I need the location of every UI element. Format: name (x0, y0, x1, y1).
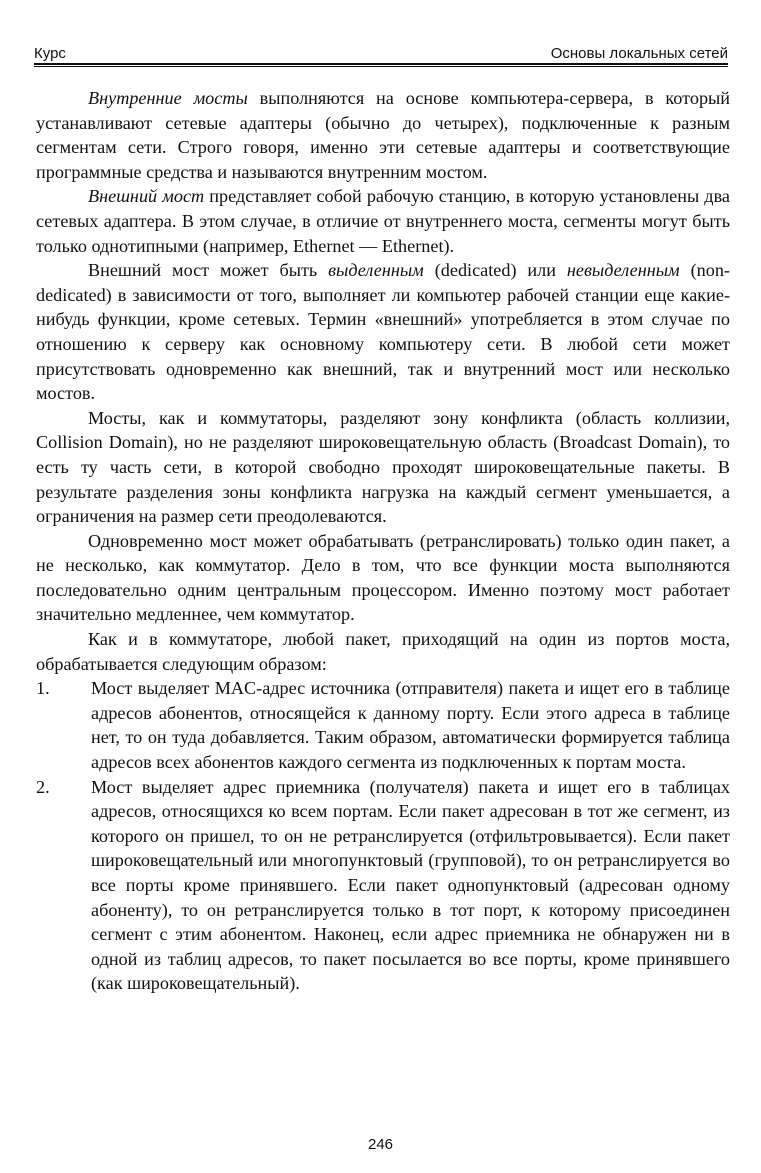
term-non-dedicated: невыделенным (566, 260, 680, 281)
paragraph-internal-bridges: Внутренние мосты выполняются на основе компьютера-сервера, в который устанавливают сетевые адаптеры (обычно до четырех), подключенные к разным сегментам сети. Строго говоря, именно эти сетевые адаптеры и соответствующие программные средства и называются внутренним мостом. (36, 88, 731, 182)
paragraph-collision-domain: Мосты, как и коммутаторы, разделяют зону конфликта (область коллизии, Collision Domain), но не разделяют широковещательную область (Broadcast Domain), то есть ту часть сети, в которой свободно проходят широковещательные пакеты. В результате разделения зоны конфликта нагрузка на каждый сегмент уменьшается, а ограничения на размер сети преодолеваются. (36, 407, 730, 527)
term-external-bridge: Внешний мост (88, 186, 205, 207)
list-item (36, 775, 730, 996)
paragraph-dedicated: Внешний мост может быть выделенным (dedicated) или невыделенным (non-dedicated) в зависимости от того, выполняет ли компьютер рабочей станции еще какие-нибудь функции, кроме сетевых. Термин «внешний» употребляется в этом случае по отношению к серверу как основному компьютеру сети. В любой сети может присутствовать одновременно как внешний, так и внутренний мост или несколько мостов. (36, 260, 730, 404)
list-item-text: Мост выделяет адрес приемника (получателя) пакета и ищет его в таблицах адресов, относящихся ко всем портам. Если пакет адресован в тот же сегмент, из которого он пришел, то он не ретранслируется (отфильтровывается). Если пакет широковещательный или многопунктовый (групповой), то он ретранслируется во все порты кроме принявшего. Если пакет однопунктовый (адресован одному абоненту), то он ретранслируется только в тот порт, к которому присоединен сегмент с этим абонентом. Наконец, если адрес приемника не обнаружен ни в одной из таблиц адресов, то пакет посылается во все порты, кроме принявшего (как широковещательный). (91, 776, 730, 994)
term-internal-bridges: Внутренние мосты (88, 88, 248, 108)
list-item-number: 1. (36, 678, 50, 699)
body-text (36, 86, 730, 996)
processing-steps-list (36, 676, 730, 996)
paragraph-single-packet: Одновременно мост может обрабатывать (ретранслировать) только один пакет, а не несколько, как коммутатор. Дело в том, что все функции моста выполняются последовательно одним центральным процессором. Именно поэтому мост работает значительно медленнее, чем коммутатор. (36, 530, 730, 625)
running-header (34, 40, 728, 65)
header-divider (34, 66, 728, 67)
header-book-title: Основы локальных сетей (550, 45, 728, 62)
term-dedicated: выделенным (328, 260, 424, 281)
list-item (36, 676, 730, 774)
list-item-number: 2. (36, 776, 50, 797)
paragraph-processing-intro: Как и в коммутаторе, любой пакет, приходящий на один из портов моста, обрабатывается следующим образом: (36, 629, 730, 674)
header-course-label: Курс (34, 45, 66, 62)
list-item-text: Мост выделяет MAC-адрес источника (отправителя) пакета и ищет его в таблице адресов абонентов, относящейся к данному порту. Если этого адреса в таблице нет, то он туда добавляется. Таким образом, автоматически формируется таблица адресов всех абонентов каждого сегмента из подключенных к портам моста. (91, 678, 730, 773)
paragraph-external-bridge: Внешний мост представляет собой рабочую станцию, в которую установлены два сетевых адаптера. В этом случае, в отличие от внутреннего моста, сегменты могут быть только однотипными (например, Ethernet — Ethernet). (36, 186, 730, 256)
page-number: 246 (367, 1136, 394, 1153)
